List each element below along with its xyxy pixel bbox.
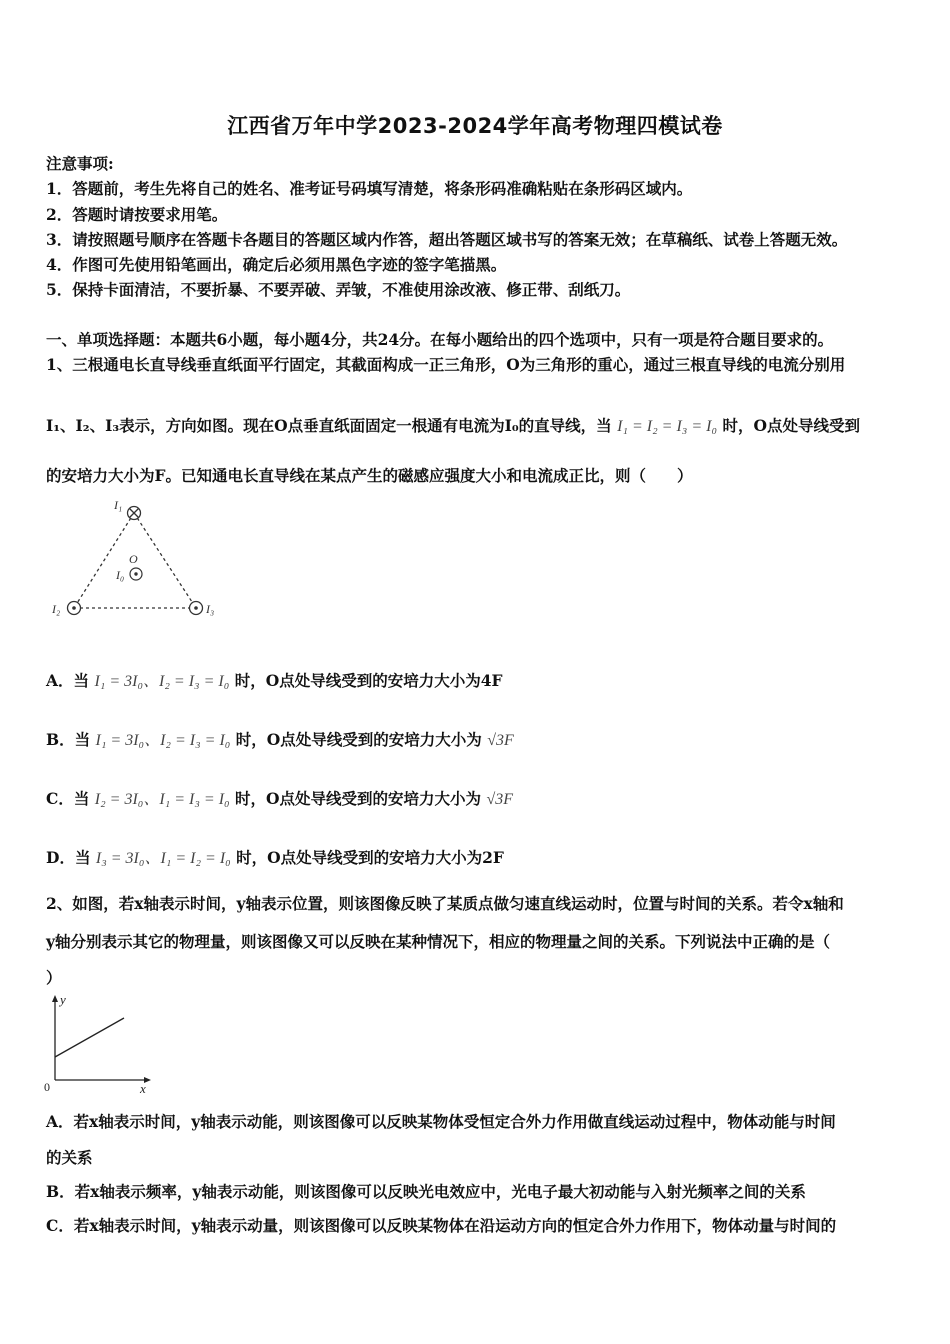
label-o: O bbox=[129, 552, 138, 566]
option-a-text: 时，O点处导线受到的安培力大小为4F bbox=[234, 671, 503, 690]
wire-i3-out-of-page-icon bbox=[190, 602, 203, 615]
option-b-value: √3F bbox=[487, 732, 514, 749]
graph-x-label: x bbox=[140, 1081, 146, 1095]
q1-option-d[interactable] bbox=[46, 845, 504, 868]
option-b-text: 时，O点处导线受到的安培力大小为 bbox=[235, 730, 482, 749]
q2-option-c[interactable]: C．若x轴表示时间，y轴表示动量，则该图像可以反映某物体在沿运动方向的恒定合外力作用下，物体动量与时间的 bbox=[46, 1216, 837, 1235]
option-d-condition: I₃ = 3I₀、I₁ = I₂ = I₀ bbox=[95, 850, 231, 867]
q2-option-a[interactable]: A．若x轴表示时间，y轴表示动能，则该图像可以反映某物体受恒定合外力作用做直线运动过程中，物体动能与时间 bbox=[46, 1112, 836, 1131]
graph-line bbox=[55, 1018, 124, 1057]
notice-heading: 注意事项: bbox=[46, 154, 114, 173]
option-c-value: √3F bbox=[486, 791, 513, 808]
option-c-condition: I₂ = 3I₀、I₁ = I₃ = I₀ bbox=[94, 791, 230, 808]
y-axis-arrow-icon bbox=[52, 995, 58, 1002]
option-a-condition: I₁ = 3I₀、I₂ = I₃ = I₀ bbox=[94, 673, 230, 690]
q2-linear-graph bbox=[38, 990, 158, 1095]
section-heading: 一、单项选择题：本题共6小题，每小题4分，共24分。在每小题给出的四个选项中，只有一项是符合题目要求的。 bbox=[46, 330, 834, 349]
q1-line3: 的安培力大小为F。已知通电长直导线在某点产生的磁感应强度大小和电流成正比，则（ ） bbox=[46, 466, 693, 485]
option-c-prefix: C．当 bbox=[46, 789, 90, 808]
option-b-prefix: B．当 bbox=[46, 730, 91, 749]
label-i2: I₂ bbox=[52, 602, 61, 616]
option-b-condition: I₁ = 3I₀、I₂ = I₃ = I₀ bbox=[95, 732, 231, 749]
triangle-edge-left bbox=[74, 513, 134, 608]
wire-i2-out-of-page-icon bbox=[68, 602, 81, 615]
page-title: 江西省万年中学2023-2024学年高考物理四模试卷 bbox=[227, 114, 723, 138]
q1-option-b[interactable] bbox=[46, 727, 514, 750]
label-i3: I₃ bbox=[206, 602, 215, 616]
q1-option-a[interactable] bbox=[46, 668, 503, 691]
label-i0: I₀ bbox=[116, 568, 125, 582]
q2-line2: y轴分别表示其它的物理量，则该图像又可以反映在某种情况下，相应的物理量之间的关系。下列说法中正确的是（ bbox=[46, 932, 831, 951]
q2-line1: 2、如图，若x轴表示时间，y轴表示位置，则该图像反映了某质点做匀速直线运动时，位置与时间的关系。若令x轴和 bbox=[46, 894, 844, 913]
q1-line2 bbox=[46, 414, 860, 436]
option-a-prefix: A．当 bbox=[46, 671, 90, 690]
notice-item-2: 2．答题时请按要求用笔。 bbox=[46, 205, 228, 224]
q1-line1: 1、三根通电长直导线垂直纸面平行固定，其截面构成一正三角形，O为三角形的重心，通过三根直导线的电流分别用 bbox=[46, 355, 846, 374]
wire-i1-into-page-icon bbox=[128, 507, 141, 520]
option-d-text: 时，O点处导线受到的安培力大小为2F bbox=[236, 848, 504, 867]
q2-option-b[interactable]: B．若x轴表示频率，y轴表示动能，则该图像可以反映光电效应中，光电子最大初动能与入射光频率之间的关系 bbox=[46, 1182, 806, 1201]
q2-option-a-cont: 的关系 bbox=[46, 1148, 93, 1167]
notice-item-1: 1．答题前，考生先将自己的姓名、准考证号码填写清楚，将条形码准确粘贴在条形码区域内。 bbox=[46, 179, 693, 198]
graph-origin-label: 0 bbox=[44, 1080, 50, 1094]
q1-line2-a: I₁、I₂、I₃表示，方向如图。现在O点垂直纸面固定一根通有电流为I₀的直导线，当 bbox=[46, 416, 612, 435]
q1-line2-b: 时，O点处导线受到 bbox=[722, 416, 860, 435]
wire-i0-out-of-page-icon bbox=[130, 568, 142, 580]
triangle-edge-right bbox=[134, 513, 196, 608]
label-i1: I₁ bbox=[114, 498, 123, 512]
option-d-prefix: D．当 bbox=[46, 848, 91, 867]
graph-y-label: y bbox=[60, 992, 66, 1007]
option-c-text: 时，O点处导线受到的安培力大小为 bbox=[235, 789, 482, 808]
q1-option-c[interactable] bbox=[46, 786, 513, 809]
notice-item-5: 5．保持卡面清洁，不要折暴、不要弄破、弄皱，不准使用涂改液、修正带、刮纸刀。 bbox=[46, 280, 631, 299]
q1-triangle-figure bbox=[44, 495, 234, 625]
q2-line3: ） bbox=[46, 968, 62, 987]
q1-condition-math: I₁ = I₂ = I₃ = I₀ bbox=[617, 418, 718, 435]
notice-item-4: 4．作图可先使用铅笔画出，确定后必须用黑色字迹的签字笔描黑。 bbox=[46, 255, 507, 274]
notice-item-3: 3．请按照题号顺序在答题卡各题目的答题区域内作答，超出答题区域书写的答案无效；在草稿纸、试卷上答题无效。 bbox=[46, 230, 848, 249]
